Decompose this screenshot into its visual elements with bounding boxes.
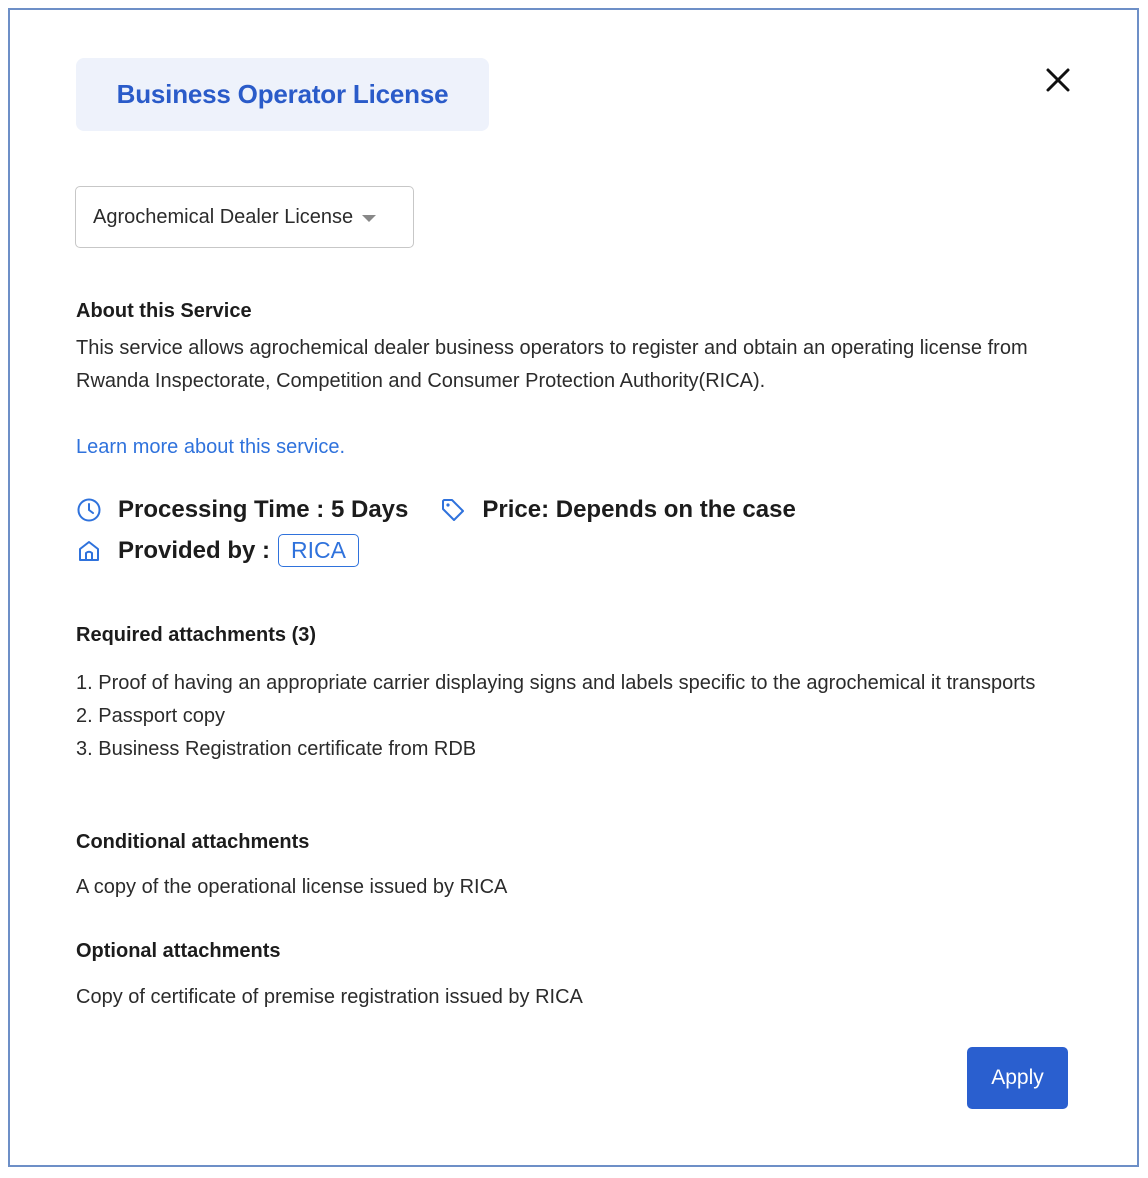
conditional-attachments-text: A copy of the operational license issued by RICA	[76, 876, 508, 898]
license-type-select[interactable]	[75, 186, 414, 248]
required-attachments-heading: Required attachments (3)	[76, 624, 317, 646]
processing-time: Processing Time : 5 Days	[118, 496, 409, 523]
home-icon	[76, 538, 102, 564]
close-button[interactable]	[1040, 62, 1076, 98]
learn-more-link[interactable]: Learn more about this service.	[76, 436, 346, 458]
list-item: 2. Passport copy	[76, 705, 225, 727]
meta-row-provider	[76, 534, 359, 567]
license-type-value: Agrochemical Dealer License	[93, 205, 354, 228]
list-item: 1. Proof of having an appropriate carrier displaying signs and labels specific to the agrochemical it transports	[76, 672, 1036, 694]
service-modal	[8, 8, 1139, 1167]
about-heading: About this Service	[76, 300, 252, 322]
list-item: 3. Business Registration certificate from RDB	[76, 738, 477, 760]
required-attachments-list	[76, 667, 1066, 766]
close-icon[interactable]	[1045, 67, 1071, 93]
clock-icon	[76, 497, 102, 523]
optional-attachments-heading: Optional attachments	[76, 940, 281, 962]
about-description: This service allows agrochemical dealer business operators to register and obtain an operating license from Rwanda Inspectorate, Competition and Consumer Protection Authority(RICA).	[76, 337, 1028, 392]
page-title-chip	[76, 58, 489, 131]
optional-attachments-text: Copy of certificate of premise registration issued by RICA	[76, 986, 583, 1008]
page-title: Business Operator License	[116, 79, 449, 109]
price: Price: Depends on the case	[482, 496, 796, 523]
provider-badge: RICA	[278, 534, 359, 567]
conditional-attachments-heading: Conditional attachments	[76, 831, 310, 853]
meta-row-processing	[76, 496, 796, 524]
caret-down-icon	[362, 215, 376, 222]
apply-button[interactable]: Apply	[967, 1047, 1068, 1109]
tag-icon	[440, 497, 466, 523]
provided-by-label: Provided by :	[118, 536, 271, 564]
